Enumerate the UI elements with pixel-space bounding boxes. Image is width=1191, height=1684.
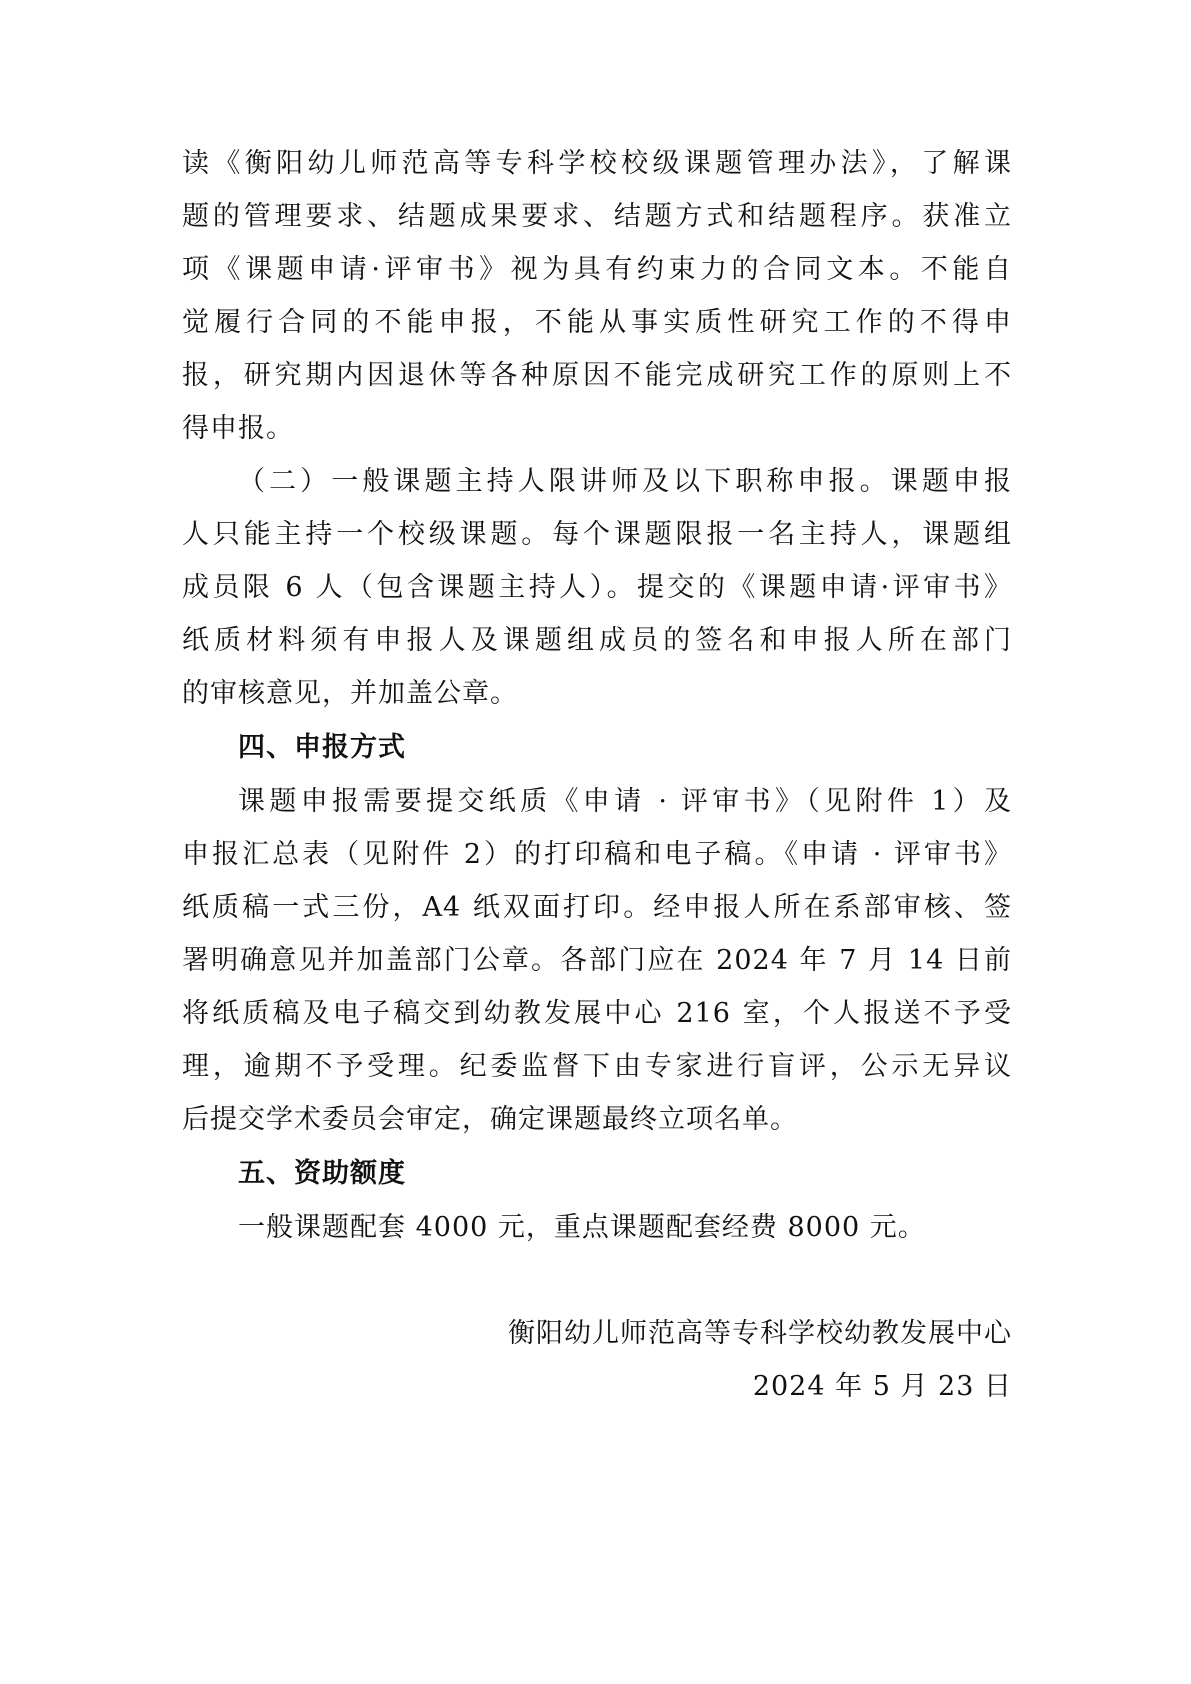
paragraph-line: （二）一般课题主持人限讲师及以下职称申报。课题申报 [238,466,1012,497]
paragraph-line: 申报汇总表（见附件 2）的打印稿和电子稿。《申请 · 评审书》 [182,839,1012,870]
paragraph-line: 项《课题申请·评审书》视为具有约束力的合同文本。不能自 [182,254,1012,285]
paragraph-line: 读《衡阳幼儿师范高等专科学校校级课题管理办法》，了解课 [182,148,1012,179]
paragraph-line: 一般课题配套 4000 元，重点课题配套经费 8000 元。 [238,1212,926,1243]
paragraph-line: 署明确意见并加盖部门公章。各部门应在 2024 年 7 月 14 日前 [182,945,1012,976]
paragraph-line: 题的管理要求、结题成果要求、结题方式和结题程序。获准立 [182,201,1012,232]
paragraph-line: 课题申报需要提交纸质《申请 · 评审书》（见附件 1）及 [238,786,1012,817]
signature-org: 衡阳幼儿师范高等专科学校幼教发展中心 [508,1318,1012,1349]
section-heading: 五、资助额度 [238,1158,406,1189]
paragraph-line: 纸质材料须有申报人及课题组成员的签名和申报人所在部门 [182,625,1012,656]
paragraph-line: 理，逾期不予受理。纪委监督下由专家进行盲评，公示无异议 [182,1051,1012,1082]
section-heading: 四、申报方式 [238,732,406,763]
paragraph-line: 觉履行合同的不能申报，不能从事实质性研究工作的不得申 [182,307,1012,338]
paragraph-line: 人只能主持一个校级课题。每个课题限报一名主持人，课题组 [182,519,1012,550]
paragraph-line: 成员限 6 人（包含课题主持人）。提交的《课题申请·评审书》 [182,572,1012,603]
paragraph-line: 纸质稿一式三份，A4 纸双面打印。经申报人所在系部审核、签 [182,892,1012,923]
paragraph-line: 的审核意见，并加盖公章。 [182,678,518,709]
paragraph-line: 报，研究期内因退休等各种原因不能完成研究工作的原则上不 [182,360,1012,391]
paragraph-line: 后提交学术委员会审定，确定课题最终立项名单。 [182,1104,798,1135]
paragraph-line: 将纸质稿及电子稿交到幼教发展中心 216 室，个人报送不予受 [182,998,1012,1029]
signature-date: 2024 年 5 月 23 日 [752,1371,1012,1402]
paragraph-line: 得申报。 [182,413,294,444]
